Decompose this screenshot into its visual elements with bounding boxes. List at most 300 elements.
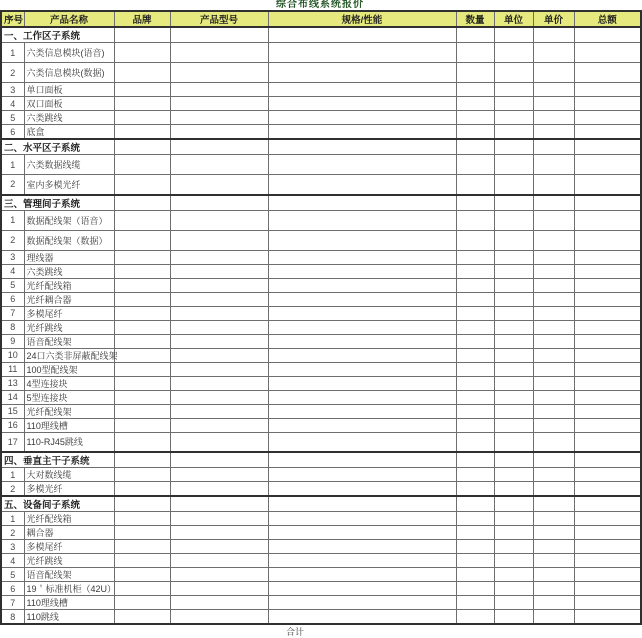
cell-product-name[interactable]: 光纤跳线 <box>24 320 114 334</box>
cell-no[interactable]: 4 <box>1 97 24 111</box>
cell-spec[interactable] <box>268 139 456 155</box>
cell-model[interactable] <box>170 404 268 418</box>
cell-model[interactable] <box>170 155 268 175</box>
cell-brand[interactable] <box>114 63 170 83</box>
cell-model[interactable] <box>170 125 268 140</box>
cell-model[interactable] <box>170 195 268 211</box>
cell-no[interactable]: 7 <box>1 596 24 610</box>
cell-unit[interactable] <box>494 482 533 497</box>
cell-price[interactable] <box>533 230 574 250</box>
cell-spec[interactable] <box>268 27 456 43</box>
cell-spec[interactable] <box>268 155 456 175</box>
cell-unit[interactable] <box>494 97 533 111</box>
cell-unit[interactable] <box>494 582 533 596</box>
cell-model[interactable] <box>170 63 268 83</box>
cell-model[interactable] <box>170 362 268 376</box>
cell-model[interactable] <box>170 526 268 540</box>
cell-qty[interactable] <box>456 97 494 111</box>
cell-product-name[interactable]: 多模尾纤 <box>24 306 114 320</box>
cell-spec[interactable] <box>268 292 456 306</box>
cell-unit[interactable] <box>494 540 533 554</box>
section-title[interactable]: 四、垂直主干子系统 <box>1 452 114 468</box>
column-header-no[interactable]: 序号 <box>1 11 24 27</box>
cell-brand[interactable] <box>114 468 170 482</box>
cell-model[interactable] <box>170 496 268 512</box>
cell-brand[interactable] <box>114 195 170 211</box>
cell-price[interactable] <box>533 526 574 540</box>
cell-no[interactable]: 6 <box>1 292 24 306</box>
cell-brand[interactable] <box>114 540 170 554</box>
cell-price[interactable] <box>533 362 574 376</box>
cell-brand[interactable] <box>114 306 170 320</box>
cell-no[interactable]: 16 <box>1 418 24 432</box>
cell-total[interactable] <box>574 554 641 568</box>
cell-spec[interactable] <box>268 482 456 497</box>
cell-qty[interactable] <box>456 230 494 250</box>
cell-brand[interactable] <box>114 568 170 582</box>
cell-no[interactable]: 11 <box>1 362 24 376</box>
cell-no[interactable]: 7 <box>1 306 24 320</box>
cell-unit[interactable] <box>494 155 533 175</box>
cell-unit[interactable] <box>494 362 533 376</box>
cell-unit[interactable] <box>494 526 533 540</box>
cell-product-name[interactable]: 110理线槽 <box>24 418 114 432</box>
cell-model[interactable] <box>170 250 268 264</box>
cell-model[interactable] <box>170 292 268 306</box>
cell-qty[interactable] <box>456 468 494 482</box>
cell-brand[interactable] <box>114 526 170 540</box>
cell-price[interactable] <box>533 306 574 320</box>
cell-qty[interactable] <box>456 210 494 230</box>
cell-total[interactable] <box>574 348 641 362</box>
column-header-model[interactable]: 产品型号 <box>170 11 268 27</box>
cell-qty[interactable] <box>456 610 494 625</box>
cell-product-name[interactable]: 110-RJ45跳线 <box>24 432 114 452</box>
cell-model[interactable] <box>170 278 268 292</box>
cell-unit[interactable] <box>494 376 533 390</box>
cell-qty[interactable] <box>456 43 494 63</box>
cell-qty[interactable] <box>456 27 494 43</box>
cell-no[interactable]: 4 <box>1 264 24 278</box>
cell-total[interactable] <box>574 496 641 512</box>
cell-spec[interactable] <box>268 210 456 230</box>
cell-no[interactable]: 5 <box>1 111 24 125</box>
cell-total[interactable] <box>574 27 641 43</box>
cell-total[interactable] <box>574 111 641 125</box>
cell-spec[interactable] <box>268 125 456 140</box>
cell-total[interactable] <box>574 43 641 63</box>
cell-spec[interactable] <box>268 596 456 610</box>
cell-price[interactable] <box>533 568 574 582</box>
cell-price[interactable] <box>533 97 574 111</box>
cell-spec[interactable] <box>268 554 456 568</box>
cell-unit[interactable] <box>494 320 533 334</box>
cell-no[interactable]: 1 <box>1 210 24 230</box>
cell-spec[interactable] <box>268 418 456 432</box>
column-header-spec[interactable]: 规格/性能 <box>268 11 456 27</box>
cell-product-name[interactable]: 多模光纤 <box>24 482 114 497</box>
cell-unit[interactable] <box>494 292 533 306</box>
cell-spec[interactable] <box>268 432 456 452</box>
cell-model[interactable] <box>170 610 268 625</box>
cell-total[interactable] <box>574 97 641 111</box>
cell-price[interactable] <box>533 468 574 482</box>
cell-brand[interactable] <box>114 348 170 362</box>
cell-qty[interactable] <box>456 125 494 140</box>
cell-spec[interactable] <box>268 195 456 211</box>
cell-total[interactable] <box>574 540 641 554</box>
cell-price[interactable] <box>533 195 574 211</box>
cell-price[interactable] <box>533 432 574 452</box>
cell-price[interactable] <box>533 27 574 43</box>
section-title[interactable]: 五、设备间子系统 <box>1 496 114 512</box>
section-title[interactable]: 二、水平区子系统 <box>1 139 114 155</box>
cell-price[interactable] <box>533 210 574 230</box>
cell-qty[interactable] <box>456 320 494 334</box>
cell-price[interactable] <box>533 175 574 195</box>
cell-model[interactable] <box>170 512 268 526</box>
cell-spec[interactable] <box>268 306 456 320</box>
cell-model[interactable] <box>170 27 268 43</box>
cell-qty[interactable] <box>456 496 494 512</box>
cell-brand[interactable] <box>114 320 170 334</box>
cell-brand[interactable] <box>114 482 170 497</box>
cell-no[interactable]: 14 <box>1 390 24 404</box>
cell-qty[interactable] <box>456 175 494 195</box>
cell-spec[interactable] <box>268 250 456 264</box>
cell-unit[interactable] <box>494 568 533 582</box>
cell-product-name[interactable]: 底盒 <box>24 125 114 140</box>
cell-qty[interactable] <box>456 250 494 264</box>
cell-total[interactable] <box>574 526 641 540</box>
cell-qty[interactable] <box>456 278 494 292</box>
cell-total[interactable] <box>574 568 641 582</box>
cell-total[interactable] <box>574 63 641 83</box>
column-header-price[interactable]: 单价 <box>533 11 574 27</box>
cell-model[interactable] <box>170 582 268 596</box>
cell-price[interactable] <box>533 83 574 97</box>
cell-price[interactable] <box>533 250 574 264</box>
cell-price[interactable] <box>533 334 574 348</box>
cell-no[interactable]: 2 <box>1 175 24 195</box>
cell-brand[interactable] <box>114 97 170 111</box>
cell-price[interactable] <box>533 452 574 468</box>
cell-brand[interactable] <box>114 610 170 625</box>
cell-spec[interactable] <box>268 496 456 512</box>
cell-price[interactable] <box>533 512 574 526</box>
cell-price[interactable] <box>533 155 574 175</box>
cell-brand[interactable] <box>114 390 170 404</box>
cell-price[interactable] <box>533 264 574 278</box>
cell-model[interactable] <box>170 334 268 348</box>
cell-unit[interactable] <box>494 306 533 320</box>
cell-brand[interactable] <box>114 404 170 418</box>
cell-unit[interactable] <box>494 418 533 432</box>
cell-model[interactable] <box>170 348 268 362</box>
cell-unit[interactable] <box>494 63 533 83</box>
cell-brand[interactable] <box>114 334 170 348</box>
cell-brand[interactable] <box>114 125 170 140</box>
cell-unit[interactable] <box>494 554 533 568</box>
cell-model[interactable] <box>170 482 268 497</box>
cell-price[interactable] <box>533 292 574 306</box>
cell-unit[interactable] <box>494 596 533 610</box>
cell-unit[interactable] <box>494 210 533 230</box>
cell-brand[interactable] <box>114 452 170 468</box>
cell-qty[interactable] <box>456 540 494 554</box>
cell-total[interactable] <box>574 195 641 211</box>
cell-total[interactable] <box>574 610 641 625</box>
cell-price[interactable] <box>533 596 574 610</box>
cell-price[interactable] <box>533 390 574 404</box>
cell-product-name[interactable]: 室内多模光纤 <box>24 175 114 195</box>
cell-brand[interactable] <box>114 230 170 250</box>
cell-qty[interactable] <box>456 155 494 175</box>
column-header-unit[interactable]: 单位 <box>494 11 533 27</box>
cell-product-name[interactable]: 光纤配线箱 <box>24 512 114 526</box>
cell-product-name[interactable]: 110理线槽 <box>24 596 114 610</box>
cell-unit[interactable] <box>494 83 533 97</box>
cell-brand[interactable] <box>114 432 170 452</box>
cell-qty[interactable] <box>456 83 494 97</box>
cell-no[interactable]: 10 <box>1 348 24 362</box>
cell-spec[interactable] <box>268 582 456 596</box>
cell-no[interactable]: 15 <box>1 404 24 418</box>
cell-model[interactable] <box>170 452 268 468</box>
cell-model[interactable] <box>170 320 268 334</box>
cell-model[interactable] <box>170 306 268 320</box>
cell-product-name[interactable]: 多模尾纤 <box>24 540 114 554</box>
cell-unit[interactable] <box>494 139 533 155</box>
cell-model[interactable] <box>170 554 268 568</box>
cell-product-name[interactable]: 六类数据线缆 <box>24 155 114 175</box>
cell-total[interactable] <box>574 306 641 320</box>
cell-spec[interactable] <box>268 43 456 63</box>
cell-qty[interactable] <box>456 432 494 452</box>
cell-total[interactable] <box>574 264 641 278</box>
cell-no[interactable]: 1 <box>1 43 24 63</box>
cell-price[interactable] <box>533 139 574 155</box>
cell-brand[interactable] <box>114 362 170 376</box>
cell-price[interactable] <box>533 496 574 512</box>
cell-spec[interactable] <box>268 452 456 468</box>
cell-unit[interactable] <box>494 334 533 348</box>
cell-product-name[interactable]: 110跳线 <box>24 610 114 625</box>
cell-brand[interactable] <box>114 596 170 610</box>
cell-product-name[interactable]: 100型配线架 <box>24 362 114 376</box>
cell-total[interactable] <box>574 582 641 596</box>
cell-spec[interactable] <box>268 348 456 362</box>
cell-qty[interactable] <box>456 390 494 404</box>
cell-no[interactable]: 5 <box>1 278 24 292</box>
cell-model[interactable] <box>170 418 268 432</box>
cell-product-name[interactable]: 光纤耦合器 <box>24 292 114 306</box>
cell-total[interactable] <box>574 155 641 175</box>
cell-total[interactable] <box>574 390 641 404</box>
cell-model[interactable] <box>170 540 268 554</box>
cell-brand[interactable] <box>114 554 170 568</box>
cell-price[interactable] <box>533 278 574 292</box>
cell-spec[interactable] <box>268 568 456 582</box>
cell-model[interactable] <box>170 468 268 482</box>
cell-price[interactable] <box>533 482 574 497</box>
cell-price[interactable] <box>533 320 574 334</box>
section-title[interactable]: 一、工作区子系统 <box>1 27 114 43</box>
cell-brand[interactable] <box>114 210 170 230</box>
cell-spec[interactable] <box>268 404 456 418</box>
cell-unit[interactable] <box>494 512 533 526</box>
cell-product-name[interactable]: 24口六类非屏蔽配线架 <box>24 348 114 362</box>
cell-spec[interactable] <box>268 376 456 390</box>
cell-product-name[interactable]: 理线器 <box>24 250 114 264</box>
cell-qty[interactable] <box>456 404 494 418</box>
cell-qty[interactable] <box>456 139 494 155</box>
cell-brand[interactable] <box>114 292 170 306</box>
cell-total[interactable] <box>574 125 641 140</box>
cell-qty[interactable] <box>456 582 494 596</box>
cell-price[interactable] <box>533 540 574 554</box>
cell-total[interactable] <box>574 362 641 376</box>
cell-no[interactable]: 1 <box>1 468 24 482</box>
cell-total[interactable] <box>574 482 641 497</box>
cell-spec[interactable] <box>268 334 456 348</box>
cell-model[interactable] <box>170 596 268 610</box>
cell-unit[interactable] <box>494 278 533 292</box>
cell-no[interactable]: 2 <box>1 482 24 497</box>
cell-no[interactable]: 2 <box>1 230 24 250</box>
cell-unit[interactable] <box>494 27 533 43</box>
cell-model[interactable] <box>170 230 268 250</box>
cell-product-name[interactable]: 大对数线缆 <box>24 468 114 482</box>
cell-unit[interactable] <box>494 432 533 452</box>
cell-brand[interactable] <box>114 376 170 390</box>
column-header-name[interactable]: 产品名称 <box>24 11 114 27</box>
cell-qty[interactable] <box>456 596 494 610</box>
cell-total[interactable] <box>574 432 641 452</box>
cell-spec[interactable] <box>268 278 456 292</box>
cell-model[interactable] <box>170 43 268 63</box>
cell-model[interactable] <box>170 139 268 155</box>
cell-model[interactable] <box>170 264 268 278</box>
cell-unit[interactable] <box>494 195 533 211</box>
cell-product-name[interactable]: 语音配线架 <box>24 334 114 348</box>
cell-brand[interactable] <box>114 83 170 97</box>
cell-qty[interactable] <box>456 482 494 497</box>
cell-spec[interactable] <box>268 97 456 111</box>
cell-product-name[interactable]: 光纤配线架 <box>24 404 114 418</box>
cell-spec[interactable] <box>268 175 456 195</box>
cell-product-name[interactable]: 单口面板 <box>24 83 114 97</box>
cell-price[interactable] <box>533 125 574 140</box>
cell-total[interactable] <box>574 230 641 250</box>
cell-product-name[interactable]: 双口面板 <box>24 97 114 111</box>
section-title[interactable]: 三、管理间子系统 <box>1 195 114 211</box>
cell-model[interactable] <box>170 432 268 452</box>
cell-brand[interactable] <box>114 512 170 526</box>
cell-no[interactable]: 8 <box>1 320 24 334</box>
cell-price[interactable] <box>533 63 574 83</box>
cell-qty[interactable] <box>456 63 494 83</box>
cell-spec[interactable] <box>268 610 456 625</box>
cell-model[interactable] <box>170 390 268 404</box>
cell-unit[interactable] <box>494 390 533 404</box>
cell-brand[interactable] <box>114 418 170 432</box>
cell-no[interactable]: 2 <box>1 526 24 540</box>
cell-total[interactable] <box>574 210 641 230</box>
cell-spec[interactable] <box>268 264 456 278</box>
cell-unit[interactable] <box>494 264 533 278</box>
cell-price[interactable] <box>533 418 574 432</box>
cell-brand[interactable] <box>114 43 170 63</box>
cell-qty[interactable] <box>456 526 494 540</box>
cell-total[interactable] <box>574 83 641 97</box>
column-header-total[interactable]: 总额 <box>574 11 641 27</box>
cell-spec[interactable] <box>268 63 456 83</box>
cell-unit[interactable] <box>494 111 533 125</box>
cell-product-name[interactable]: 光纤跳线 <box>24 554 114 568</box>
cell-unit[interactable] <box>494 250 533 264</box>
cell-model[interactable] <box>170 376 268 390</box>
cell-qty[interactable] <box>456 292 494 306</box>
cell-price[interactable] <box>533 582 574 596</box>
cell-product-name[interactable]: 语音配线架 <box>24 568 114 582</box>
cell-product-name[interactable]: 六类跳线 <box>24 264 114 278</box>
cell-total[interactable] <box>574 452 641 468</box>
cell-no[interactable]: 8 <box>1 610 24 625</box>
cell-product-name[interactable]: 耦合器 <box>24 526 114 540</box>
cell-no[interactable]: 17 <box>1 432 24 452</box>
cell-spec[interactable] <box>268 468 456 482</box>
cell-unit[interactable] <box>494 230 533 250</box>
cell-unit[interactable] <box>494 468 533 482</box>
cell-qty[interactable] <box>456 195 494 211</box>
cell-qty[interactable] <box>456 348 494 362</box>
cell-total[interactable] <box>574 512 641 526</box>
cell-product-name[interactable]: 六类跳线 <box>24 111 114 125</box>
cell-product-name[interactable]: 19＇标准机柜（42U） <box>24 582 114 596</box>
cell-no[interactable]: 1 <box>1 155 24 175</box>
cell-brand[interactable] <box>114 175 170 195</box>
cell-model[interactable] <box>170 97 268 111</box>
cell-unit[interactable] <box>494 404 533 418</box>
cell-price[interactable] <box>533 404 574 418</box>
cell-unit[interactable] <box>494 496 533 512</box>
cell-model[interactable] <box>170 210 268 230</box>
cell-price[interactable] <box>533 43 574 63</box>
column-header-qty[interactable]: 数量 <box>456 11 494 27</box>
cell-brand[interactable] <box>114 582 170 596</box>
column-header-brand[interactable]: 品牌 <box>114 11 170 27</box>
cell-brand[interactable] <box>114 139 170 155</box>
cell-no[interactable]: 4 <box>1 554 24 568</box>
cell-total[interactable] <box>574 278 641 292</box>
cell-no[interactable]: 6 <box>1 582 24 596</box>
cell-qty[interactable] <box>456 376 494 390</box>
cell-spec[interactable] <box>268 526 456 540</box>
cell-model[interactable] <box>170 568 268 582</box>
cell-no[interactable]: 13 <box>1 376 24 390</box>
cell-total[interactable] <box>574 292 641 306</box>
cell-unit[interactable] <box>494 610 533 625</box>
cell-unit[interactable] <box>494 125 533 140</box>
cell-spec[interactable] <box>268 390 456 404</box>
cell-price[interactable] <box>533 376 574 390</box>
cell-spec[interactable] <box>268 111 456 125</box>
cell-unit[interactable] <box>494 175 533 195</box>
cell-brand[interactable] <box>114 278 170 292</box>
cell-no[interactable]: 3 <box>1 83 24 97</box>
cell-spec[interactable] <box>268 540 456 554</box>
